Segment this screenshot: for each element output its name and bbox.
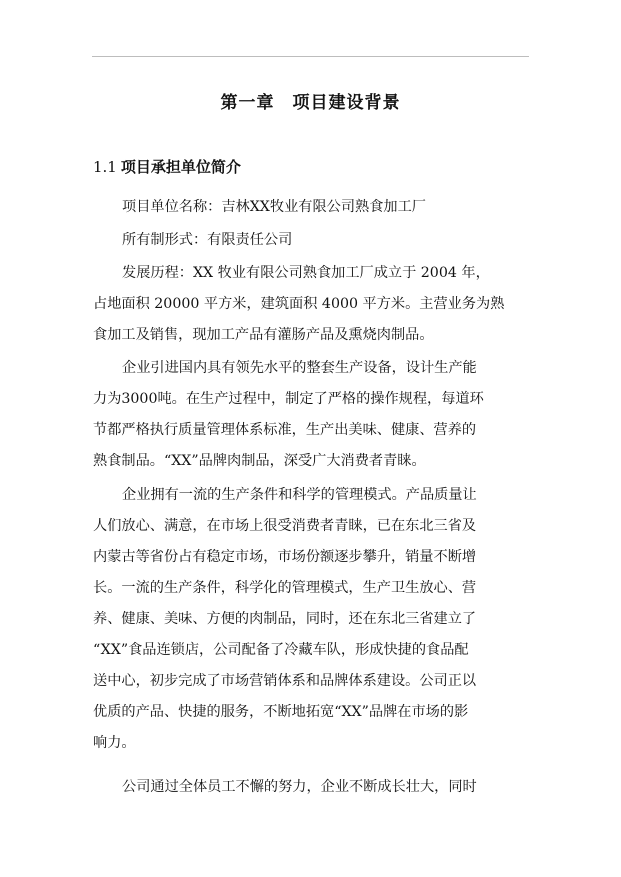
paragraph-line: 食加工及销售，现加工产品有灌肠产品及熏烧肉制品。 [93, 327, 434, 343]
paragraph-line: 优质的产品、快捷的服务，不断地拓宽“XX”品牌在市场的影 [93, 704, 469, 720]
paragraph-line: 发展历程：XX 牧业有限公司熟食加工厂成立于 2004 年， [122, 265, 490, 281]
paragraph-line: 所有制形式：有限责任公司 [122, 232, 293, 248]
paragraph-line: “XX”食品连锁店，公司配备了冷藏车队，形成快捷的食品配 [93, 642, 469, 658]
paragraph-line: 长。一流的生产条件，科学化的管理模式，生产卫生放心、营 [93, 580, 477, 596]
paragraph-line: 送中心，初步完成了市场营销体系和品牌体系建设。公司正以 [93, 673, 477, 689]
paragraph-line: 占地面积 20000 平方米，建筑面积 4000 平方米。主营业务为熟 [93, 296, 505, 312]
paragraph-line: 响力。 [93, 735, 136, 751]
paragraph-line: 节都严格执行质量管理体系标准，生产出美味、健康、营养的 [93, 422, 477, 438]
paragraph-line: 熟食制品。“XX”品牌肉制品，深受广大消费者青睐。 [93, 453, 426, 469]
paragraph-line: 人们放心、满意，在市场上很受消费者青睐，已在东北三省及 [93, 518, 477, 534]
section-number: 1.1 [93, 158, 117, 176]
section-title: 项目承担单位简介 [120, 158, 241, 176]
paragraph-line: 养、健康、美味、方便的肉制品，同时，还在东北三省建立了 [93, 611, 477, 627]
section-heading [93, 156, 241, 177]
paragraph-line: 企业拥有一流的生产条件和科学的管理模式。产品质量让 [122, 487, 477, 503]
paragraph-line: 公司通过全体员工不懈的努力，企业不断成长壮大，同时 [122, 779, 477, 795]
chapter-title: 第一章 项目建设背景 [220, 93, 401, 113]
paragraph-line: 企业引进国内具有领先水平的整套生产设备，设计生产能 [122, 360, 477, 376]
paragraph-line: 力为3000吨。在生产过程中，制定了严格的操作规程，每道环 [93, 391, 484, 407]
paragraph-line: 项目单位名称：吉林XX牧业有限公司熟食加工厂 [122, 199, 426, 215]
header-rule [92, 56, 529, 57]
paragraph-line: 内蒙古等省份占有稳定市场，市场份额逐步攀升，销量不断增 [93, 549, 477, 565]
